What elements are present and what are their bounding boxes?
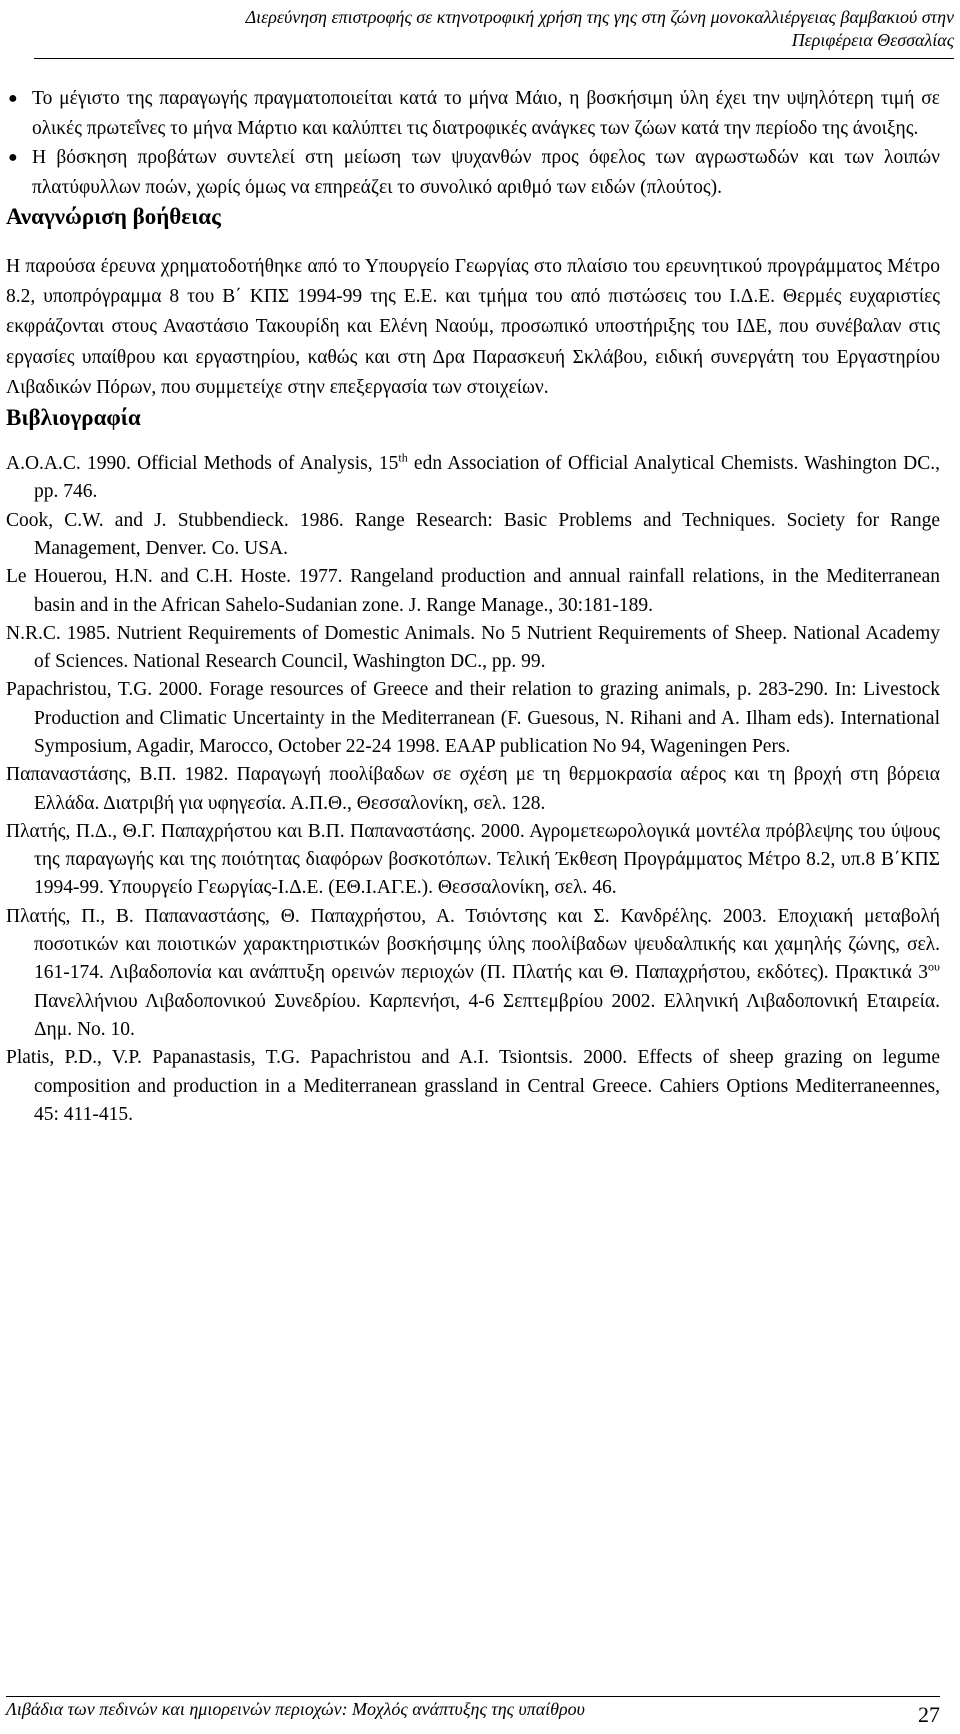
reference-text: Πλατής, Π.Δ., Θ.Γ. Παπαχρήστου και Β.Π. Παπαναστάσης. 2000. Αγρομετεωρολογικά μοντέλα πρόβλεψης του ύψους της παραγωγής και της ποιότητας διαφόρων βοσκοτόπων. Τελική Έκθεση Προγράμματος Μέτρο 8.2, υπ.8 Β΄ΚΠΣ 1994-99. Υπουργείο Γεωργίας-Ι.Δ.Ε. (ΕΘ.Ι.ΑΓ.Ε.). Θεσσαλονίκη, σελ. 46. <box>6 820 940 899</box>
reference-text-cont: Πανελλήνιου Λιβαδοπονικού Συνεδρίου. Καρπενήσι, 4-6 Σεπτεμβρίου 2002. Ελληνική Λιβαδοπονική Εταιρεία. Δημ. Νο. 10. <box>34 990 940 1040</box>
page-content <box>6 84 940 1129</box>
bullet-item <box>6 143 940 202</box>
page-footer <box>6 1696 940 1727</box>
running-title-line-1: Διερεύνηση επιστροφής σε κτηνοτροφική χρήση της γης στη ζώνη μονοκαλλιέργειας βαμβακιού στην <box>245 7 954 27</box>
reference-item <box>6 563 940 620</box>
reference-item <box>6 761 940 818</box>
footer-title: Λιβάδια των πεδινών και ημιορεινών περιοχών: Μοχλός ανάπτυξης της υπαίθρου <box>6 1699 585 1719</box>
reference-list <box>6 450 940 1129</box>
reference-text: Le Houerou, H.N. and C.H. Hoste. 1977. Rangeland production and annual rainfall relations, in the Mediterranean basin and in the African Sahelo-Sudanian zone. J. Range Manage., 30:181-189. <box>6 566 940 616</box>
reference-item <box>6 620 940 677</box>
reference-text: Cook, C.W. and J. Stubbendieck. 1986. Range Research: Basic Problems and Techniques. Society for Range Management, Denver. Co. USA. <box>6 509 940 559</box>
acknowledgement-body: Η παρούσα έρευνα χρηματοδοτήθηκε από το Υπουργείο Γεωργίας στο πλαίσιο του ερευνητικού προγράμματος Μέτρο 8.2, υποπρόγραμμα 8 του Β΄ ΚΠΣ 1994-99 της Ε.Ε. και τμήμα του από πιστώσεις του Ι.Δ.Ε. Θερμές ευχαριστίες εκφράζονται στους Αναστάσιο Τακουρίδη και Ελένη Ναούμ, προσωπικό υποστήριξης του ΙΔΕ, που συνέβαλαν στις εργασίες υπαίθρου και εργαστηρίου, καθώς και στη Δρα Παρασκευή Σκλάβου, ειδική συνεργάτη του Εργαστηρίου Λιβαδικών Πόρων, που συμμετείχε στην επεξεργασία των στοιχείων. <box>6 256 940 398</box>
bullet-text: Το μέγιστο της παραγωγής πραγματοποιείται κατά το μήνα Μάιο, η βοσκήσιμη ύλη έχει την υψηλότερη τιμή σε ολικές πρωτεΐνες το μήνα Μάρτιο και καλύπτει τις διατροφικές ανάγκες των ζώων κατά την περίοδο της άνοιξης. <box>32 88 940 139</box>
reference-text: Πλατής, Π., Β. Παπαναστάσης, Θ. Παπαχρήστου, Α. Τσιόντσης και Σ. Κανδρέλης. 2003. Εποχιακή μεταβολή ποσοτικών και ποιοτικών χαρακτηριστικών βοσκήσιμης ύλης ποολίβαδων ψευδαλπικής και χαμηλής ζώνης, σελ. 161-174. Λιβαδοπονία και ανάπτυξη ορεινών περιοχών (Π. Πλατής και Θ. Παπαχρήστου, εκδότες). Πρακτικά 3 <box>6 905 940 984</box>
bullet-text: Η βόσκηση προβάτων συντελεί στη μείωση των ψυχανθών προς όφελος των αγρωστωδών και των λοιπών πλατύφυλλων ποών, χωρίς όμως να επηρεάζει το συνολικό αριθμό των ειδών (πλούτος). <box>32 147 940 198</box>
reference-text-cont: edn Association of Official Analytical Chemists. Washington DC., pp. 746. <box>34 453 941 503</box>
reference-item <box>6 450 940 507</box>
bullet-item <box>6 84 940 143</box>
page-number: 27 <box>918 1702 940 1727</box>
reference-text: Παπαναστάσης, Β.Π. 1982. Παραγωγή ποολίβαδων σε σχέση με τη θερμοκρασία αέρος και τη βροχή στη βόρεια Ελλάδα. Διατριβή για υφηγεσία. Α.Π.Θ., Θεσσαλονίκη, σελ. 128. <box>6 764 940 814</box>
reference-item <box>6 676 940 761</box>
reference-text: A.O.A.C. 1990. Official Methods of Analysis, 15 <box>6 453 399 475</box>
header-rule <box>34 58 954 59</box>
reference-superscript: th <box>398 450 408 465</box>
bullet-icon: ● <box>8 149 18 166</box>
bibliography-heading: Βιβλιογραφία <box>6 405 141 431</box>
bullet-icon: ● <box>8 90 18 107</box>
running-title-line-2: Περιφέρεια Θεσσαλίας <box>791 30 954 50</box>
reference-superscript: ου <box>928 959 940 974</box>
footer-rule <box>6 1696 940 1697</box>
reference-text: Papachristou, T.G. 2000. Forage resources of Greece and their relation to grazing animals, p. 283-290. In: Livestock Production and Climatic Uncertainty in the Mediterranean (F. Guesous, N. Rihani and A. Ilham eds). International Symposium, Agadir, Marocco, October 22-24 1998. EAAP publication No 94, Wageningen Pers. <box>6 679 940 757</box>
reference-text: Platis, P.D., V.P. Papanastasis, T.G. Papachristou and A.I. Tsiontsis. 2000. Effects of sheep grazing on legume composition and production in a Mediterranean grassland in Central Greece. Cahiers Options Mediterraneennes, 45: 411-415. <box>6 1047 940 1125</box>
reference-item <box>6 818 940 903</box>
acknowledgement-heading: Αναγνώριση βοήθειας <box>6 204 221 229</box>
page-header <box>34 6 954 59</box>
bullet-list <box>6 84 940 202</box>
reference-item <box>6 903 940 1044</box>
reference-item <box>6 507 940 564</box>
reference-item <box>6 1044 940 1129</box>
reference-text: N.R.C. 1985. Nutrient Requirements of Domestic Animals. No 5 Nutrient Requirements of Sheep. National Academy of Sciences. National Research Council, Washington DC., pp. 99. <box>6 622 940 673</box>
